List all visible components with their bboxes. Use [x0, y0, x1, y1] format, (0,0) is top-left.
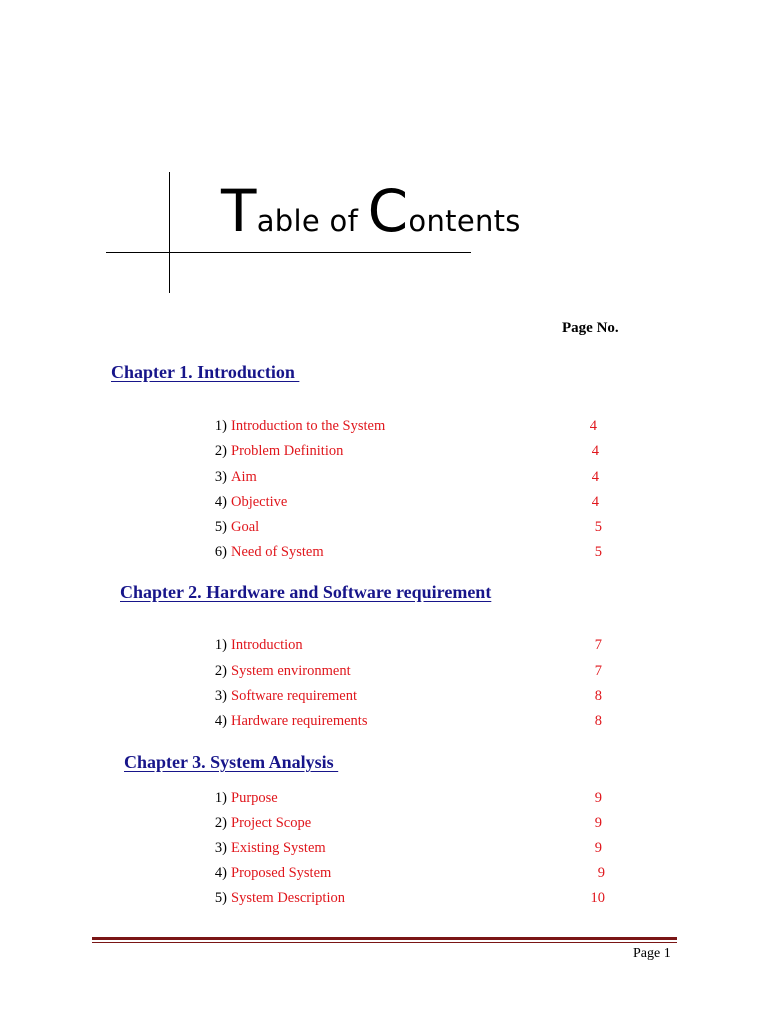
chapter-1-heading[interactable]: Chapter 1. Introduction — [111, 362, 300, 382]
toc-entry-number: 1) — [214, 790, 227, 806]
toc-entry-label: System environment — [231, 663, 351, 679]
chapter-3-heading[interactable]: Chapter 3. System Analysis — [124, 752, 339, 772]
toc-entry[interactable] — [0, 888, 768, 908]
title-first-rest: able of — [256, 204, 368, 238]
toc-entry[interactable] — [0, 635, 768, 655]
toc-entry-number: 1) — [214, 637, 227, 653]
toc-entry-number: 6) — [214, 544, 227, 560]
toc-entry-label: Aim — [231, 469, 257, 485]
toc-entry-label: Project Scope — [231, 815, 312, 831]
toc-entry-page: 9 — [594, 790, 602, 806]
toc-entry-label: Introduction — [231, 637, 303, 653]
toc-entry-number: 4) — [214, 865, 227, 881]
toc-entry-label: Goal — [231, 519, 260, 535]
toc-entry-label: Existing System — [231, 840, 326, 856]
footer-page-number: Page 1 — [633, 946, 671, 961]
toc-entry[interactable] — [0, 492, 768, 512]
toc-entry[interactable] — [0, 813, 768, 833]
toc-entry[interactable] — [0, 661, 768, 681]
toc-entry-number: 5) — [214, 519, 227, 535]
toc-entry-page: 9 — [594, 815, 602, 831]
toc-entry[interactable] — [0, 788, 768, 808]
toc-entry-label: Need of System — [231, 544, 324, 560]
toc-entry-page: 9 — [594, 840, 602, 856]
toc-entry[interactable] — [0, 517, 768, 537]
toc-entry[interactable] — [0, 838, 768, 858]
toc-entry-page: 10 — [590, 890, 605, 906]
toc-entry-number: 2) — [214, 443, 227, 459]
toc-entry-page: 7 — [594, 663, 602, 679]
toc-entry-label: Purpose — [231, 790, 278, 806]
toc-entry-number: 4) — [214, 494, 227, 510]
toc-entry-number: 3) — [214, 840, 227, 856]
toc-entry-page: 9 — [597, 865, 605, 881]
toc-entry-page: 7 — [594, 637, 602, 653]
toc-entry[interactable] — [0, 863, 768, 883]
decorative-vertical-line — [169, 172, 170, 293]
footer-rule-thin — [92, 942, 677, 943]
toc-entry-label: Software requirement — [231, 688, 358, 704]
title-first-letter: T — [221, 177, 257, 245]
toc-entry-number: 2) — [214, 663, 227, 679]
toc-entry-number: 3) — [214, 469, 227, 485]
page-title — [221, 178, 521, 254]
toc-entry-label: Proposed System — [231, 865, 332, 881]
toc-entry-number: 1) — [214, 418, 227, 434]
page-number-column-header: Page No. — [562, 320, 619, 336]
toc-entry-number: 4) — [214, 713, 227, 729]
toc-entry-page: 4 — [591, 443, 599, 459]
toc-entry[interactable] — [0, 711, 768, 731]
toc-entry-number: 5) — [214, 890, 227, 906]
toc-entry[interactable] — [0, 542, 768, 562]
toc-entry-page: 4 — [589, 418, 597, 434]
toc-entry-page: 8 — [594, 713, 602, 729]
toc-entry-label: Introduction to the System — [231, 418, 386, 434]
toc-entry-label: System Description — [231, 890, 345, 906]
toc-entry-number: 2) — [214, 815, 227, 831]
toc-entry[interactable] — [0, 686, 768, 706]
title-second-letter: C — [367, 177, 409, 245]
chapter-2-heading[interactable]: Chapter 2. Hardware and Software requirement — [120, 582, 492, 602]
toc-entry-page: 5 — [594, 544, 602, 560]
toc-entry-page: 4 — [591, 469, 599, 485]
toc-entry-page: 8 — [594, 688, 602, 704]
toc-entry-page: 5 — [594, 519, 602, 535]
toc-entry[interactable] — [0, 416, 768, 436]
toc-entry-label: Problem Definition — [231, 443, 344, 459]
toc-entry-label: Hardware requirements — [231, 713, 368, 729]
footer-rule — [92, 937, 677, 940]
toc-entry[interactable] — [0, 467, 768, 487]
toc-entry-number: 3) — [214, 688, 227, 704]
toc-entry-page: 4 — [591, 494, 599, 510]
title-second-rest: ontents — [408, 204, 521, 238]
toc-entry-label: Objective — [231, 494, 288, 510]
toc-entry[interactable] — [0, 441, 768, 461]
